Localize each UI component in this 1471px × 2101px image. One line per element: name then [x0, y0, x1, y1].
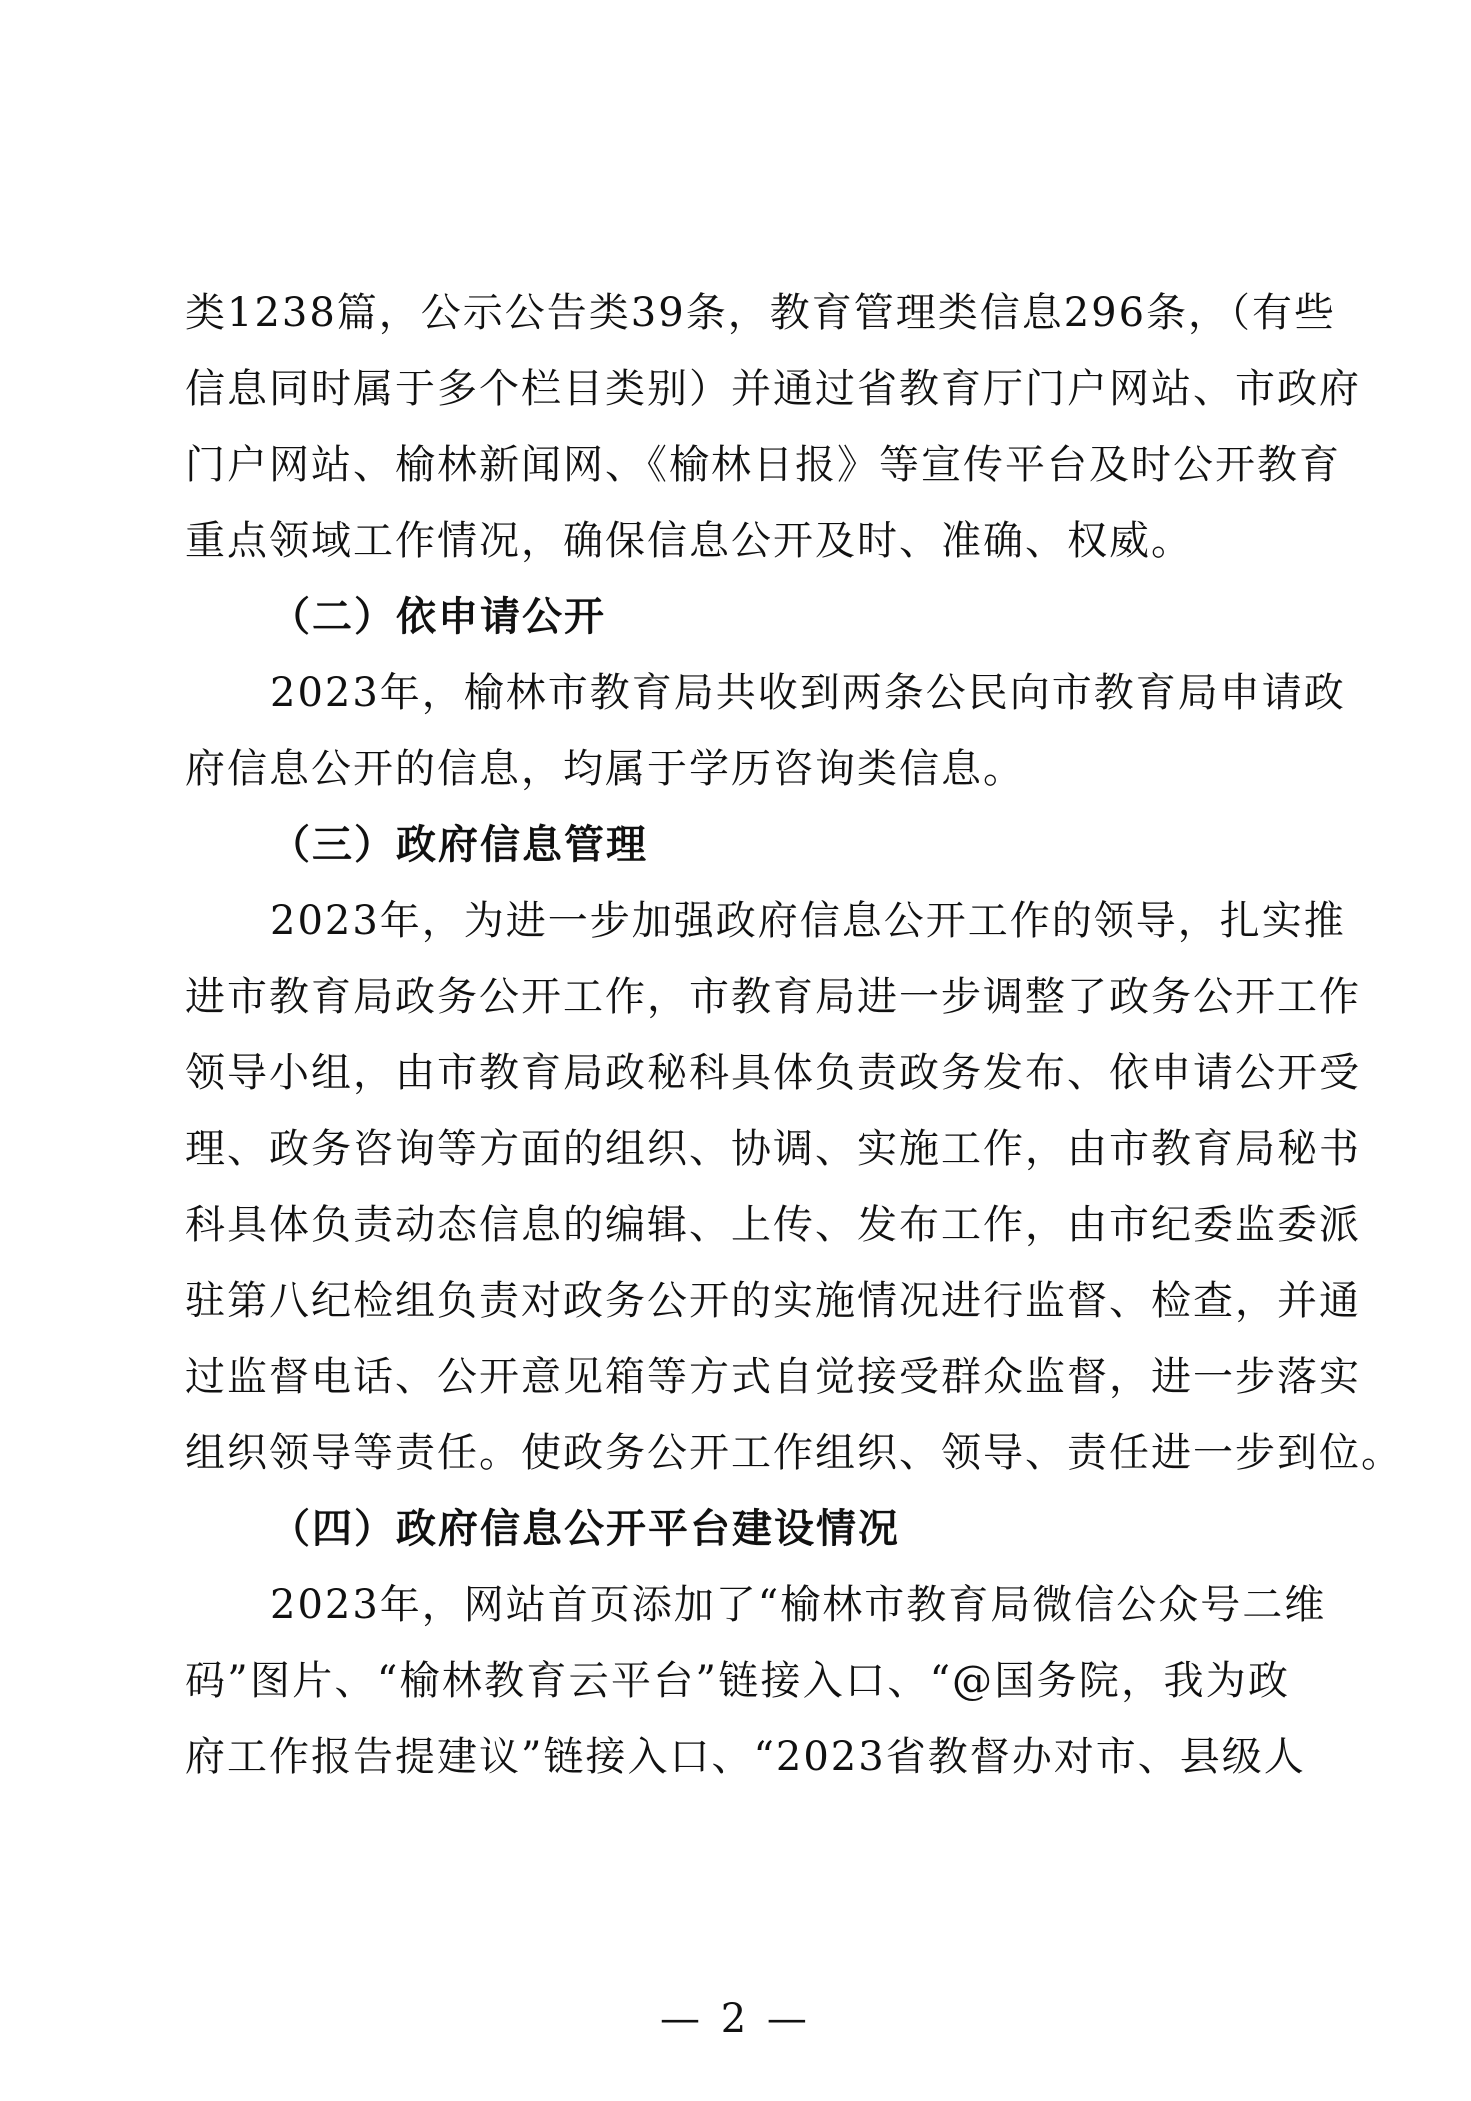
body-text-line: 2023年，网站首页添加了“榆林市教育局微信公众号二维 [270, 1582, 1327, 1628]
body-text-line: 信息同时属于多个栏目类别）并通过省教育厅门户网站、市政府 [185, 366, 1361, 412]
section-heading: （四）政府信息公开平台建设情况 [270, 1506, 900, 1552]
body-text-line: 门户网站、榆林新闻网、《榆林日报》等宣传平台及时公开教育 [185, 442, 1341, 488]
body-text-line: 重点领域工作情况，确保信息公开及时、准确、权威。 [185, 518, 1193, 564]
page-number: — 2 — [660, 1996, 811, 2042]
body-text-line: 府工作报告提建议”链接入口、“2023省教督办对市、县级人 [185, 1734, 1306, 1780]
section-heading: （二）依申请公开 [270, 594, 606, 640]
body-text-line: 类1238篇，公示公告类39条，教育管理类信息296条，（有些 [185, 290, 1337, 336]
body-text-line: 码”图片、“榆林教育云平台”链接入口、“@国务院，我为政 [185, 1658, 1290, 1704]
body-text-line: 过监督电话、公开意见箱等方式自觉接受群众监督，进一步落实 [185, 1354, 1361, 1400]
body-text-line: 2023年，为进一步加强政府信息公开工作的领导，扎实推 [270, 898, 1346, 944]
body-text-line: 领导小组，由市教育局政秘科具体负责政务发布、依申请公开受 [185, 1050, 1361, 1096]
body-text-line: 驻第八纪检组负责对政务公开的实施情况进行监督、检查，并通 [185, 1278, 1361, 1324]
body-text-line: 2023年，榆林市教育局共收到两条公民向市教育局申请政 [270, 670, 1346, 716]
body-text-line: 府信息公开的信息，均属于学历咨询类信息。 [185, 746, 1025, 792]
section-heading: （三）政府信息管理 [270, 822, 648, 868]
body-text-line: 理、政务咨询等方面的组织、协调、实施工作，由市教育局秘书 [185, 1126, 1361, 1172]
body-text-line: 进市教育局政务公开工作，市教育局进一步调整了政务公开工作 [185, 974, 1361, 1020]
body-text-line: 科具体负责动态信息的编辑、上传、发布工作，由市纪委监委派 [185, 1202, 1361, 1248]
body-text-line: 组织领导等责任。使政务公开工作组织、领导、责任进一步到位。 [185, 1430, 1403, 1476]
